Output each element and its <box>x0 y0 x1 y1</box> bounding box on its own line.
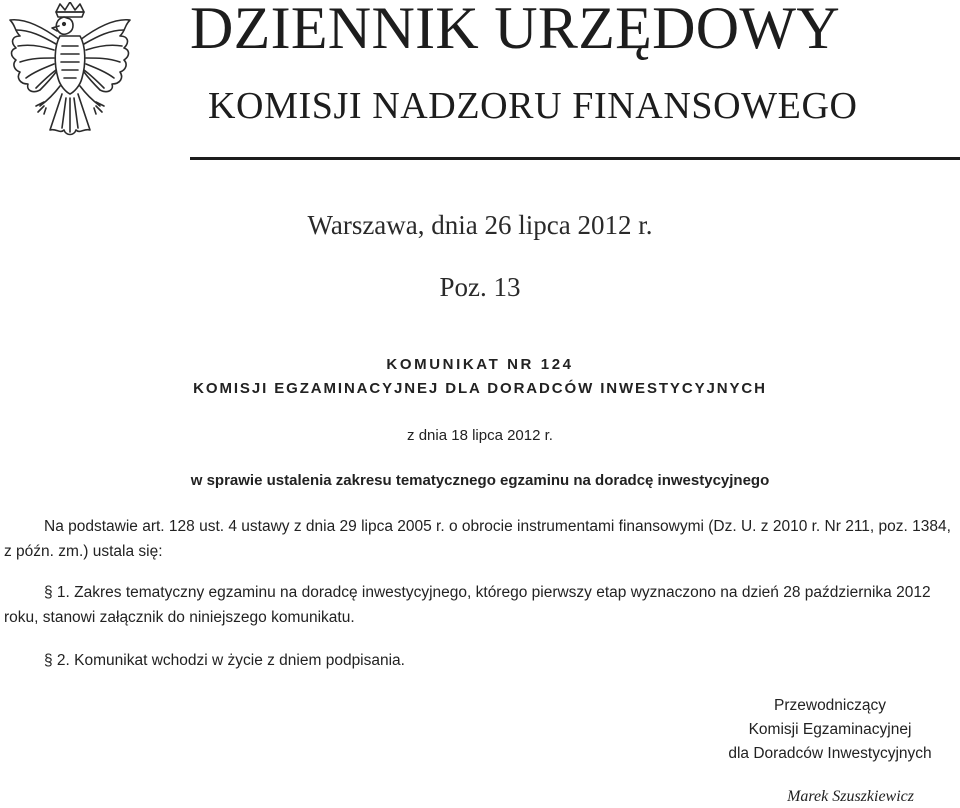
announcement-issuer: KOMISJI EGZAMINACYJNEJ DLA DORADCÓW INWESTYCYJNYCH <box>193 380 767 397</box>
journal-title: DZIENNIK URZĘDOWY <box>190 0 840 61</box>
signer-role: Przewodniczący <box>774 697 886 714</box>
header-divider <box>190 157 960 160</box>
legal-basis-paragraph: Na podstawie art. 128 ust. 4 ustawy z dnia 29 lipca 2005 r. o obrocie instrumentami finansowymi (Dz. U. z 2010 r. Nr 211, poz. 1384, z późn. zm.) ustala się: <box>4 518 951 560</box>
announcement-subject: w sprawie ustalenia zakresu tematycznego egzaminu na doradcę inwestycyjnego <box>190 472 770 489</box>
signer-body-line-2: dla Doradców Inwestycyjnych <box>728 745 932 762</box>
announcement-date: z dnia 18 lipca 2012 r. <box>407 427 553 444</box>
place-date: Warszawa, dnia 26 lipca 2012 r. <box>307 210 653 240</box>
section-1-paragraph: § 1. Zakres tematyczny egzaminu na doradcę inwestycyjnego, którego pierwszy etap wyznaczono na dzień 28 października 2012 roku, stanowi załącznik do niniejszego komunikatu. <box>4 584 931 626</box>
signature-block <box>710 694 950 766</box>
signer-name: Marek Szuszkiewicz <box>787 788 914 805</box>
announcement-title: KOMUNIKAT NR 124 <box>386 356 574 373</box>
journal-subtitle: KOMISJI NADZORU FINANSOWEGO <box>208 85 858 127</box>
section-2-paragraph: § 2. Komunikat wchodzi w życie z dniem podpisania. <box>44 652 405 669</box>
position-number: Poz. 13 <box>439 272 521 302</box>
polish-eagle-emblem-icon <box>4 2 136 148</box>
signer-body-line-1: Komisji Egzaminacyjnej <box>748 721 912 738</box>
